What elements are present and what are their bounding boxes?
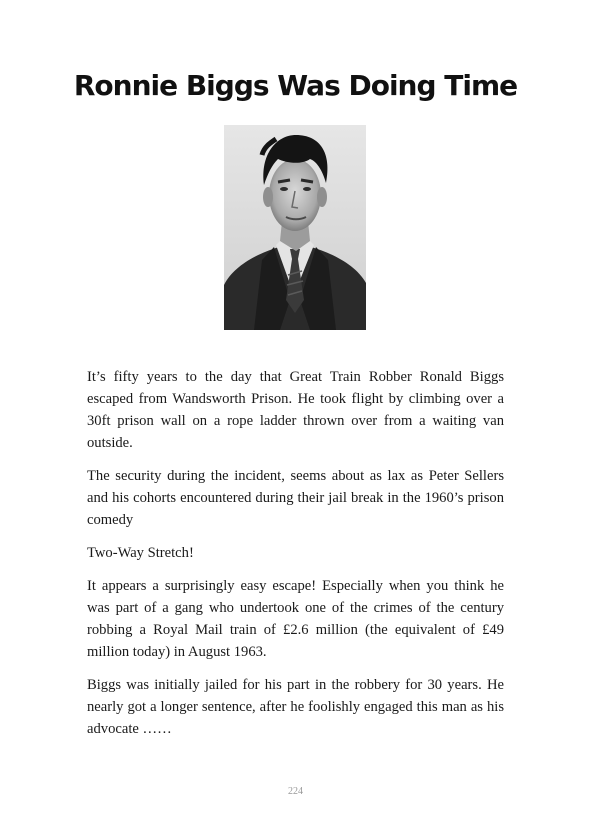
paragraph: Two-Way Stretch! [87, 545, 194, 561]
page-number: 224 [288, 786, 303, 797]
paragraph: It’s fifty years to the day that Great Train Robber Ronald Biggs escaped from Wandsworth Prison. He took flight by climbing over a 30ft prison wall on a rope ladder thrown over from a waiting van outside. [87, 369, 504, 451]
paragraph: The security during the incident, seems about as lax as Peter Sellers and his cohorts encountered during their jail break in the 1960’s prison comedy [87, 468, 504, 528]
article-body [87, 366, 504, 751]
portrait-photo [224, 125, 366, 330]
paragraph: Biggs was initially jailed for his part in the robbery for 30 years. He nearly got a longer sentence, after he foolishly engaged this man as his advocate …… [87, 677, 504, 737]
page-title: Ronnie Biggs Was Doing Time [73, 69, 518, 102]
paragraph: It appears a surprisingly easy escape! Especially when you think he was part of a gang who undertook one of the crimes of the century robbing a Royal Mail train of £2.6 million (the equivalent of £49 million today) in August 1963. [87, 578, 504, 660]
